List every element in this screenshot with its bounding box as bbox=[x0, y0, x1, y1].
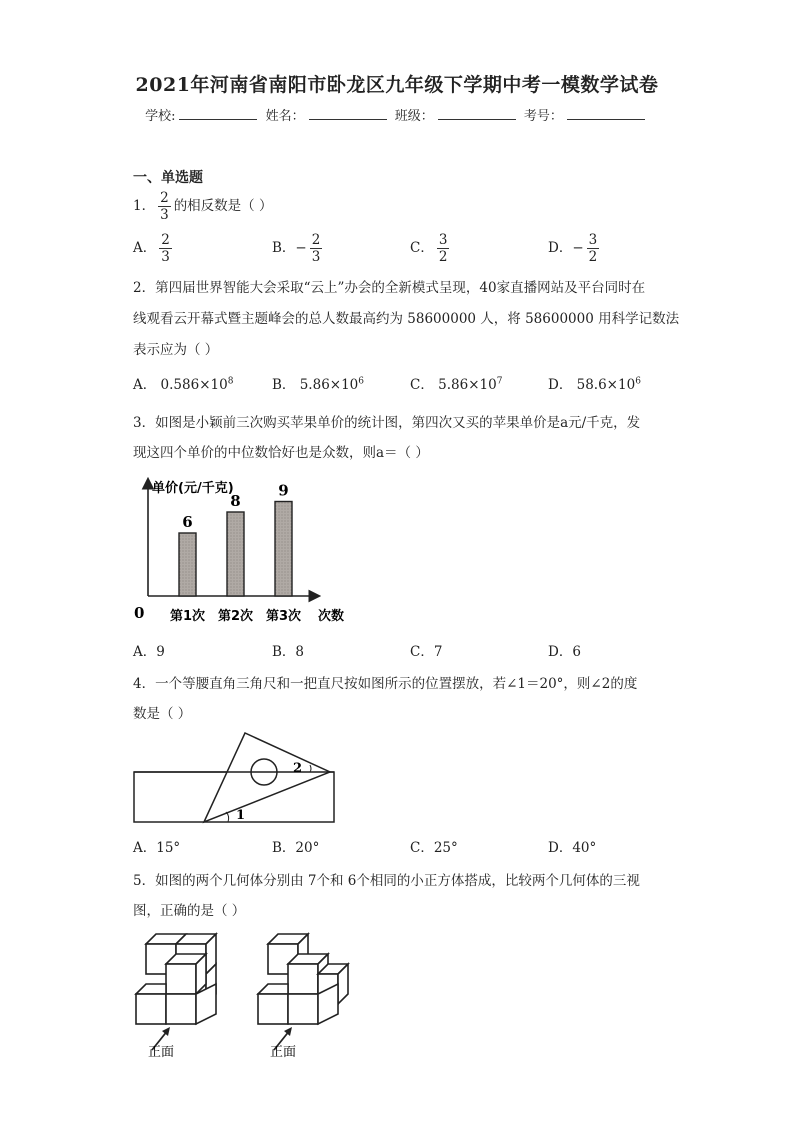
option-exponent: 8 bbox=[227, 376, 234, 387]
bar-2 bbox=[227, 512, 244, 596]
triangle-ruler-figure bbox=[130, 728, 340, 828]
q1-number: 1． bbox=[133, 198, 156, 214]
q1-option-a[interactable] bbox=[133, 232, 175, 265]
student-info-row bbox=[0, 105, 794, 124]
bar-value-label-3: 9 bbox=[278, 481, 289, 500]
q3-option-d[interactable]: D．6 bbox=[548, 644, 581, 660]
q5-line-2: 图，正确的是（ ） bbox=[133, 903, 246, 919]
option-fraction bbox=[310, 232, 323, 265]
class-label: 班级： bbox=[394, 109, 434, 124]
section-heading: 一、单选题 bbox=[133, 170, 203, 186]
option-label: B． bbox=[272, 377, 296, 393]
option-denominator: 3 bbox=[311, 249, 321, 265]
q1-option-d[interactable] bbox=[548, 232, 602, 265]
bar-value-label-2: 8 bbox=[230, 492, 241, 510]
option-fraction bbox=[437, 232, 450, 265]
q4-option-c[interactable]: C．25° bbox=[410, 840, 458, 856]
q4-option-b[interactable]: B．20° bbox=[272, 840, 320, 856]
q2-option-d[interactable] bbox=[548, 373, 641, 393]
unit-price-bar-chart bbox=[128, 472, 368, 632]
option-label: C． bbox=[410, 377, 434, 393]
q1-option-b[interactable] bbox=[272, 232, 325, 265]
school-label: 学校: bbox=[145, 109, 176, 124]
x-axis-label: 次数 bbox=[318, 609, 345, 624]
category-label-2: 第2次 bbox=[217, 609, 254, 624]
bar-3 bbox=[275, 502, 292, 597]
option-numerator: 2 bbox=[311, 232, 321, 248]
category-label-3: 第3次 bbox=[265, 609, 302, 624]
q3-option-c[interactable]: C．7 bbox=[410, 644, 443, 660]
option-base: 58.6×10 bbox=[576, 377, 636, 393]
q2-line-1: 2．第四届世界智能大会采取“云上”办会的全新模式呈现，40家直播网站及平台同时在 bbox=[133, 280, 646, 296]
q2-option-a[interactable] bbox=[133, 373, 233, 393]
category-label-1: 第1次 bbox=[169, 609, 206, 624]
option-base: 5.86×10 bbox=[438, 377, 497, 393]
q5-line-1: 5．如图的两个几何体分别由 7个和 6个相同的小正方体搭成，比较两个几何体的三视 bbox=[133, 873, 640, 889]
front-label-2: 正面 bbox=[270, 1045, 297, 1060]
q2-option-b[interactable] bbox=[272, 373, 364, 393]
question-1 bbox=[133, 190, 272, 223]
option-label: D． bbox=[548, 377, 573, 393]
q4-line-2: 数是（ ） bbox=[133, 706, 192, 722]
bar-value-label-1: 6 bbox=[182, 513, 193, 531]
front-label-1: 正面 bbox=[148, 1045, 175, 1060]
q4-option-d[interactable]: D．40° bbox=[548, 840, 597, 856]
option-denominator: 2 bbox=[588, 249, 598, 265]
q4-line-1: 4．一个等腰直角三角尺和一把直尺按如图所示的位置摆放，若∠1＝20°，则∠2的度 bbox=[133, 676, 638, 692]
option-fraction bbox=[159, 232, 172, 265]
option-sign: − bbox=[295, 240, 307, 256]
option-label: C． bbox=[410, 240, 434, 256]
name-label: 姓名： bbox=[265, 109, 305, 124]
triangle-shape bbox=[204, 733, 330, 822]
q3-line-2: 现这四个单价的中位数恰好也是众数，则a＝（ ） bbox=[133, 445, 429, 461]
school-blank[interactable] bbox=[179, 107, 257, 120]
option-exponent: 6 bbox=[358, 376, 365, 387]
q3-line-1: 3．如图是小颖前三次购买苹果单价的统计图，第四次又买的苹果单价是a元/千克，发 bbox=[133, 415, 641, 431]
q1-fraction bbox=[158, 190, 171, 223]
option-numerator: 3 bbox=[588, 232, 598, 248]
option-exponent: 7 bbox=[496, 376, 503, 387]
exam-title: 2021年河南省南阳市卧龙区九年级下学期中考一模数学试卷 bbox=[135, 74, 659, 96]
option-label: B． bbox=[272, 240, 296, 256]
q1-option-c[interactable] bbox=[410, 232, 452, 265]
angle-1-label: 1 bbox=[236, 808, 246, 823]
option-denominator: 2 bbox=[438, 249, 448, 265]
option-base: 5.86×10 bbox=[299, 377, 359, 393]
q3-option-a[interactable]: A．9 bbox=[133, 644, 165, 660]
q1-numerator: 2 bbox=[160, 190, 169, 206]
q1-text: 的相反数是（ ） bbox=[173, 198, 273, 214]
q2-line-3: 表示应为（ ） bbox=[133, 342, 219, 358]
option-label: A． bbox=[133, 240, 157, 256]
class-blank[interactable] bbox=[438, 107, 516, 120]
option-sign: − bbox=[572, 240, 584, 256]
origin-label: 0 bbox=[134, 604, 145, 622]
option-label: D． bbox=[548, 240, 573, 256]
bar-1 bbox=[179, 533, 196, 596]
option-numerator: 2 bbox=[161, 232, 170, 248]
option-base: 0.586×10 bbox=[160, 377, 228, 393]
name-blank[interactable] bbox=[309, 107, 387, 120]
y-axis-label: 单价(元/千克) bbox=[152, 481, 234, 496]
number-label: 考号： bbox=[523, 109, 563, 124]
number-blank[interactable] bbox=[567, 107, 645, 120]
q2-option-c[interactable] bbox=[410, 373, 502, 393]
option-fraction bbox=[587, 232, 600, 265]
solid-figure-2 bbox=[252, 930, 352, 1060]
q3-option-b[interactable]: B．8 bbox=[272, 644, 305, 660]
q4-option-a[interactable]: A．15° bbox=[133, 840, 181, 856]
q1-denominator: 3 bbox=[160, 207, 169, 223]
option-exponent: 6 bbox=[635, 376, 641, 387]
bars-group bbox=[170, 482, 301, 625]
q2-line-2: 线观看云开幕式暨主题峰会的总人数最高约为 58600000 人，将 58600000 用科学记数法 bbox=[133, 311, 680, 327]
option-label: A． bbox=[133, 377, 157, 393]
option-numerator: 3 bbox=[438, 232, 448, 248]
solid-figure-1 bbox=[130, 930, 230, 1060]
option-denominator: 3 bbox=[161, 249, 170, 265]
angle-2-label: 2 bbox=[293, 761, 303, 776]
